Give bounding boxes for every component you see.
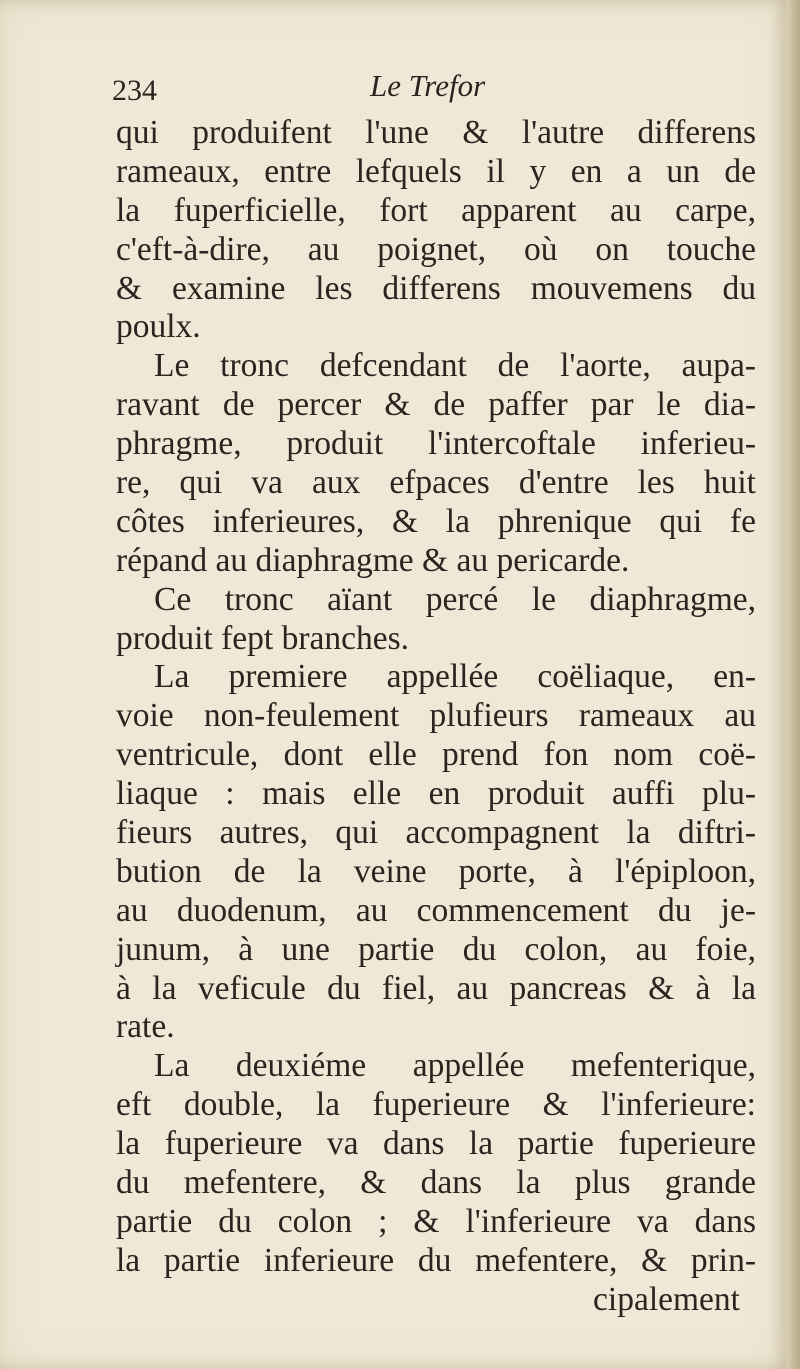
text-line: la partie inferieure du mefentere, & prin-	[116, 1241, 756, 1279]
paragraph-start: La deuxiéme appellée mefenterique,	[154, 1047, 756, 1085]
text-line: fieurs autres, qui accompagnent la diftri-	[116, 814, 756, 852]
text-line: junum, à une partie du colon, au foie,	[116, 930, 756, 968]
catchword: cipalement	[593, 1280, 740, 1318]
text-line: au duodenum, au commencement du je-	[116, 891, 756, 929]
text-line: phragme, produit l'intercoftale inferieu-	[116, 425, 756, 463]
text-line: partie du colon ; & l'inferieure va dans	[116, 1202, 756, 1240]
text-line: ventricule, dont elle prend fon nom coë-	[116, 736, 756, 774]
text-line: rate.	[116, 1008, 175, 1046]
text-line: & examine les differens mouvemens du	[116, 269, 756, 307]
paragraph-start: La premiere appellée coëliaque, en-	[154, 658, 756, 696]
page-number: 234	[112, 74, 157, 107]
text-line: voie non-feulement plufieurs rameaux au	[116, 697, 756, 735]
text-line: liaque : mais elle en produit auffi plu-	[116, 775, 756, 813]
text-line: à la veficule du fiel, au pancreas & à la	[116, 969, 756, 1007]
text-line: poulx.	[116, 308, 201, 346]
paragraph-start: Ce tronc aïant percé le diaphragme,	[154, 580, 756, 618]
body-text	[116, 114, 756, 1320]
text-line: ravant de percer & de paffer par le dia-	[116, 386, 756, 424]
text-line: rameaux, entre lefquels il y en a un de	[116, 152, 756, 190]
text-line: du mefentere, & dans la plus grande	[116, 1164, 756, 1202]
text-line: la fuperficielle, fort apparent au carpe,	[116, 191, 756, 229]
text-line: qui produifent l'une & l'autre differens	[116, 114, 756, 151]
text-line: la fuperieure va dans la partie fuperieure	[116, 1125, 756, 1163]
text-line: re, qui va aux efpaces d'entre les huit	[116, 464, 756, 502]
text-line: répand au diaphragme & au pericarde.	[116, 541, 630, 579]
text-line: bution de la veine porte, à l'épiploon,	[116, 852, 756, 890]
page-edge	[786, 0, 800, 1369]
text-line: c'eft-à-dire, au poignet, où on touche	[116, 230, 756, 268]
page-header	[112, 68, 752, 108]
running-title: Le Trefor	[370, 68, 486, 103]
paragraph-start: Le tronc defcendant de l'aorte, aupa-	[154, 347, 756, 385]
text-line: eft double, la fuperieure & l'inferieure:	[116, 1086, 756, 1124]
text-line: côtes inferieures, & la phrenique qui fe	[116, 502, 756, 540]
text-line: produit fept branches.	[116, 619, 410, 657]
